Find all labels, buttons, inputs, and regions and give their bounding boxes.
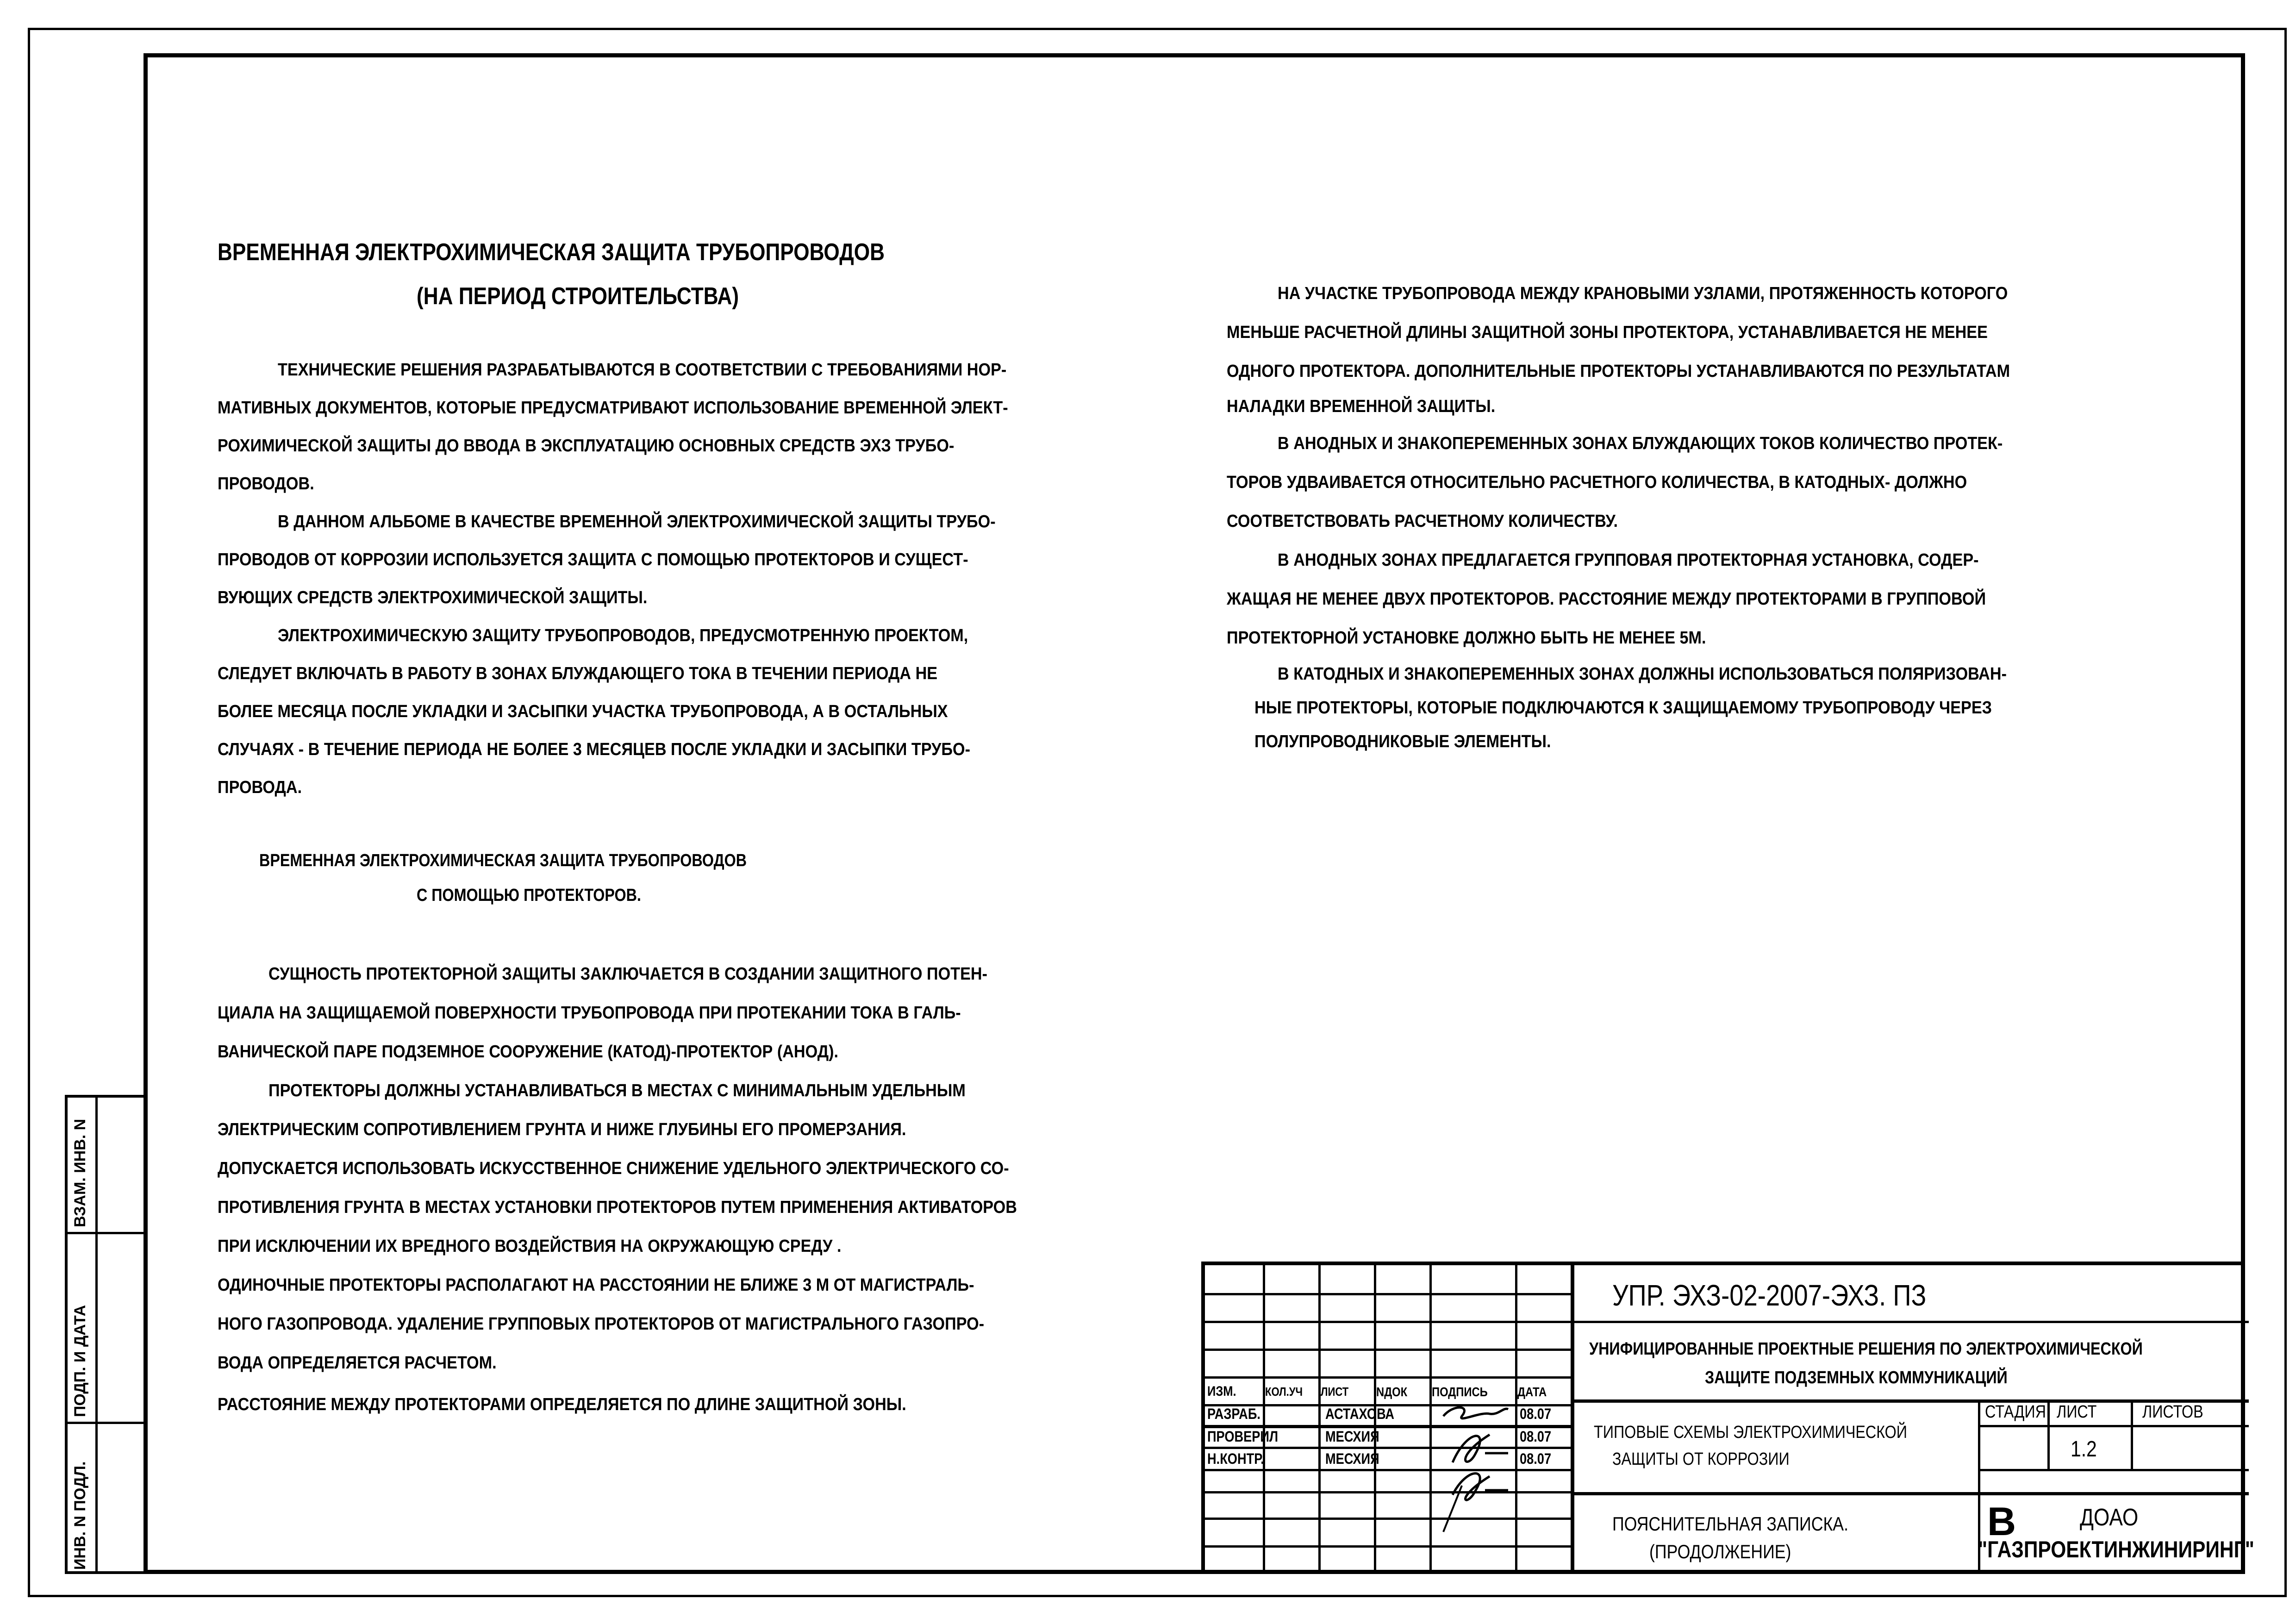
grid-line <box>1571 1321 2249 1323</box>
grid-line <box>1571 1492 2249 1495</box>
paragraph-line: ВУЮЩИХ СРЕДСТВ ЭЛЕКТРОХИМИЧЕСКОЙ ЗАЩИТЫ. <box>218 588 648 607</box>
paragraph-line: ОДИНОЧНЫЕ ПРОТЕКТОРЫ РАСПОЛАГАЮТ НА РАССТОЯНИИ НЕ БЛИЖЕ 3 М ОТ МАГИСТРАЛЬ- <box>218 1275 974 1295</box>
grid-line <box>1978 1425 2249 1427</box>
paragraph-line: СЛУЧАЯХ - В ТЕЧЕНИЕ ПЕРИОДА НЕ БОЛЕЕ 3 МЕСЯЦЕВ ПОСЛЕ УКЛАДКИ И ЗАСЫПКИ ТРУБО- <box>218 740 970 759</box>
paragraph-line: ПРОТЕКТОРЫ ДОЛЖНЫ УСТАНАВЛИВАТЬСЯ В МЕСТАХ С МИНИМАЛЬНЫМ УДЕЛЬНЫМ <box>268 1081 966 1100</box>
grid-line <box>1205 1293 1571 1295</box>
drawing-title-line2: ЗАЩИТЫ ОТ КОРРОЗИИ <box>1612 1449 1790 1469</box>
stage-header: СТАДИЯ <box>1985 1402 2046 1422</box>
project-title-line2: ЗАЩИТЕ ПОДЗЕМНЫХ КОММУНИКАЦИЙ <box>1705 1368 2008 1387</box>
row-role: ПРОВЕРИЛ <box>1207 1428 1279 1445</box>
paragraph-line: МЕНЬШЕ РАСЧЕТНОЙ ДЛИНЫ ЗАЩИТНОЙ ЗОНЫ ПРОТЕКТОРА, УСТАНАВЛИВАЕТСЯ НЕ МЕНЕЕ <box>1227 323 1988 342</box>
grid-line <box>1205 1447 1571 1449</box>
paragraph-line: РОХИМИЧЕСКОЙ ЗАЩИТЫ ДО ВВОДА В ЭКСПЛУАТАЦИЮ ОСНОВНЫХ СРЕДСТВ ЭХЗ ТРУБО- <box>218 436 955 456</box>
grid-line <box>1205 1491 1571 1493</box>
page-title-sub: (НА ПЕРИОД СТРОИТЕЛЬСТВА) <box>417 283 739 310</box>
grid-line <box>2131 1399 2133 1469</box>
paragraph-line: ДОПУСКАЕТСЯ ИСПОЛЬЗОВАТЬ ИСКУССТВЕННОЕ СНИЖЕНИЕ УДЕЛЬНОГО ЭЛЕКТРИЧЕСКОГО СО- <box>218 1159 1009 1178</box>
grid-line <box>1205 1545 1571 1548</box>
paragraph-line: БОЛЕЕ МЕСЯЦА ПОСЛЕ УКЛАДКИ И ЗАСЫПКИ УЧАСТКА ТРУБОПРОВОДА, А В ОСТАЛЬНЫХ <box>218 702 948 721</box>
row-name: МЕСХИЯ <box>1325 1428 1379 1445</box>
paragraph-line: В ДАННОМ АЛЬБОМЕ В КАЧЕСТВЕ ВРЕМЕННОЙ ЭЛЕКТРОХИМИЧЕСКОЙ ЗАЩИТЫ ТРУБО- <box>278 512 996 531</box>
grid-line <box>1205 1349 1571 1351</box>
grid-line <box>1263 1265 1265 1574</box>
paragraph-line: СУЩНОСТЬ ПРОТЕКТОРНОЙ ЗАЩИТЫ ЗАКЛЮЧАЕТСЯ В СОЗДАНИИ ЗАЩИТНОГО ПОТЕН- <box>268 964 988 984</box>
paragraph-line: НОГО ГАЗОПРОВОДА. УДАЛЕНИЕ ГРУППОВЫХ ПРОТЕКТОРОВ ОТ МАГИСТРАЛЬНОГО ГАЗОПРО- <box>218 1314 985 1334</box>
grid-line <box>1205 1469 1571 1471</box>
row-date: 08.07 <box>1520 1405 1552 1422</box>
page-title: ВРЕМЕННАЯ ЭЛЕКТРОХИМИЧЕСКАЯ ЗАЩИТА ТРУБОПРОВОДОВ <box>218 239 885 266</box>
paragraph-line: ЖАЩАЯ НЕ МЕНЕЕ ДВУХ ПРОТЕКТОРОВ. РАССТОЯНИЕ МЕЖДУ ПРОТЕКТОРАМИ В ГРУППОВОЙ <box>1227 589 1986 609</box>
grid-line <box>1205 1376 1571 1379</box>
side-stamp-label: ВЗАМ. ИНВ. N <box>71 1118 89 1227</box>
paragraph-line: ПРОВОДОВ. <box>218 474 314 493</box>
row-date: 08.07 <box>1520 1428 1552 1445</box>
grid-line <box>1515 1265 1517 1574</box>
paragraph-line: ТОРОВ УДВАИВАЕТСЯ ОТНОСИТЕЛЬНО РАСЧЕТНОГО КОЛИЧЕСТВА, В КАТОДНЫХ- ДОЛЖНО <box>1227 473 1967 492</box>
row-name: АСТАХОВА <box>1325 1405 1395 1422</box>
paragraph-line: ЭЛЕКТРОХИМИЧЕСКУЮ ЗАЩИТУ ТРУБОПРОВОДОВ, ПРЕДУСМОТРЕННУЮ ПРОЕКТОМ, <box>278 626 968 645</box>
side-stamp <box>65 1095 144 1574</box>
paragraph-line: МАТИВНЫХ ДОКУМЕНТОВ, КОТОРЫЕ ПРЕДУСМАТРИВАЮТ ИСПОЛЬЗОВАНИЕ ВРЕМЕННОЙ ЭЛЕКТ- <box>218 398 1008 418</box>
grid-line <box>1571 1265 1574 1574</box>
sheet-header: ЛИСТ <box>2057 1402 2097 1422</box>
paragraph-line: СЛЕДУЕТ ВКЛЮЧАТЬ В РАБОТУ В ЗОНАХ БЛУЖДАЮЩЕГО ТОКА В ТЕЧЕНИИ ПЕРИОДА НЕ <box>218 664 938 683</box>
section-heading-sub: С ПОМОЩЬЮ ПРОТЕКТОРОВ. <box>417 886 641 905</box>
paragraph-line: ПРОТЕКТОРНОЙ УСТАНОВКЕ ДОЛЖНО БЫТЬ НЕ МЕНЕЕ 5М. <box>1227 628 1706 648</box>
paragraph-line: НЫЕ ПРОТЕКТОРЫ, КОТОРЫЕ ПОДКЛЮЧАЮТСЯ К ЗАЩИЩАЕМОМУ ТРУБОПРОВОДУ ЧЕРЕЗ <box>1254 698 1992 718</box>
grid-line <box>1429 1265 1432 1574</box>
header-podpis: ПОДПИСЬ <box>1432 1385 1488 1399</box>
paragraph-line: В АНОДНЫХ ЗОНАХ ПРЕДЛАГАЕТСЯ ГРУППОВАЯ ПРОТЕКТОРНАЯ УСТАНОВКА, СОДЕР- <box>1278 550 1979 570</box>
drawing-title-line1: ТИПОВЫЕ СХЕМЫ ЭЛЕКТРОХИМИЧЕСКОЙ <box>1594 1423 1908 1442</box>
company-logo: В <box>1987 1499 2016 1544</box>
header-ndok: NДОК <box>1376 1385 1408 1399</box>
grid-line <box>1978 1469 2249 1471</box>
header-list: ЛИСТ <box>1321 1385 1349 1399</box>
paragraph-line: НА УЧАСТКЕ ТРУБОПРОВОДА МЕЖДУ КРАНОВЫМИ УЗЛАМИ, ПРОТЯЖЕННОСТЬ КОТОРОГО <box>1278 284 2008 303</box>
project-title-line1: УНИФИЦИРОВАННЫЕ ПРОЕКТНЫЕ РЕШЕНИЯ ПО ЭЛЕКТРОХИМИЧЕСКОЙ <box>1589 1339 2143 1359</box>
company-line1: ДОАО <box>2080 1504 2139 1531</box>
title-block <box>1201 1262 2254 1574</box>
paragraph-line: СООТВЕТСТВОВАТЬ РАСЧЕТНОМУ КОЛИЧЕСТВУ. <box>1227 512 1618 531</box>
row-role: РАЗРАБ. <box>1207 1405 1260 1422</box>
note-title-line1: ПОЯСНИТЕЛЬНАЯ ЗАПИСКА. <box>1612 1513 1849 1535</box>
sheets-header: ЛИСТОВ <box>2142 1402 2203 1422</box>
signature-image <box>1434 1402 1513 1541</box>
paragraph-line: В КАТОДНЫХ И ЗНАКОПЕРЕМЕННЫХ ЗОНАХ ДОЛЖНЫ ИСПОЛЬЗОВАТЬСЯ ПОЛЯРИЗОВАН- <box>1278 664 2007 684</box>
paragraph-line: ВОДА ОПРЕДЕЛЯЕТСЯ РАСЧЕТОМ. <box>218 1353 497 1373</box>
side-stamp-label: ИНВ. N ПОДЛ. <box>71 1461 89 1570</box>
header-kol-uch: КОЛ.УЧ <box>1265 1385 1303 1399</box>
sheet-number: 1.2 <box>2071 1437 2097 1462</box>
row-date: 08.07 <box>1520 1450 1552 1467</box>
grid-line <box>2047 1399 2050 1469</box>
paragraph-line: РАССТОЯНИЕ МЕЖДУ ПРОТЕКТОРАМИ ОПРЕДЕЛЯЕТСЯ ПО ДЛИНЕ ЗАЩИТНОЙ ЗОНЫ. <box>218 1395 906 1414</box>
header-data: ДАТА <box>1517 1385 1547 1399</box>
paragraph-line: ПРОВОДОВ ОТ КОРРОЗИИ ИСПОЛЬЗУЕТСЯ ЗАЩИТА С ПОМОЩЬЮ ПРОТЕКТОРОВ И СУЩЕСТ- <box>218 550 968 569</box>
paragraph-line: ОДНОГО ПРОТЕКТОРА. ДОПОЛНИТЕЛЬНЫЕ ПРОТЕКТОРЫ УСТАНАВЛИВАЮТСЯ ПО РЕЗУЛЬТАТАМ <box>1227 362 2010 381</box>
side-stamp-divider <box>68 1422 146 1424</box>
doc-code: УПР. ЭХЗ-02-2007-ЭХЗ. ПЗ <box>1612 1279 1927 1312</box>
side-stamp-label: ПОДП. И ДАТА <box>71 1305 89 1417</box>
paragraph-line: ПРОТИВЛЕНИЯ ГРУНТА В МЕСТАХ УСТАНОВКИ ПРОТЕКТОРОВ ПУТЕМ ПРИМЕНЕНИЯ АКТИВАТОРОВ <box>218 1198 1017 1217</box>
paragraph-line: ВАНИЧЕСКОЙ ПАРЕ ПОДЗЕМНОЕ СООРУЖЕНИЕ (КАТОД)-ПРОТЕКТОР (АНОД). <box>218 1042 839 1062</box>
paragraph-line: ЭЛЕКТРИЧЕСКИМ СОПРОТИВЛЕНИЕМ ГРУНТА И НИЖЕ ГЛУБИНЫ ЕГО ПРОМЕРЗАНИЯ. <box>218 1120 906 1139</box>
paragraph-line: ТЕХНИЧЕСКИЕ РЕШЕНИЯ РАЗРАБАТЫВАЮТСЯ В СООТВЕТСТВИИ С ТРЕБОВАНИЯМИ НОР- <box>278 360 1007 380</box>
grid-line <box>1205 1321 1571 1323</box>
row-name: МЕСХИЯ <box>1325 1450 1379 1467</box>
row-role: Н.КОНТР. <box>1207 1450 1264 1467</box>
grid-line <box>1205 1425 1571 1428</box>
company-line2: "ГАЗПРОЕКТИНЖИНИРИНГ" <box>1978 1537 2254 1562</box>
paragraph-line: ЦИАЛА НА ЗАЩИЩАЕМОЙ ПОВЕРХНОСТИ ТРУБОПРОВОДА ПРИ ПРОТЕКАНИИ ТОКА В ГАЛЬ- <box>218 1003 961 1023</box>
paragraph-line: В АНОДНЫХ И ЗНАКОПЕРЕМЕННЫХ ЗОНАХ БЛУЖДАЮЩИХ ТОКОВ КОЛИЧЕСТВО ПРОТЕК- <box>1278 434 2003 453</box>
grid-line <box>1318 1265 1321 1574</box>
paragraph-line: ПРОВОДА. <box>218 778 302 797</box>
header-izm: ИЗМ. <box>1207 1384 1236 1399</box>
section-heading: ВРЕМЕННАЯ ЭЛЕКТРОХИМИЧЕСКАЯ ЗАЩИТА ТРУБОПРОВОДОВ <box>259 851 747 870</box>
paragraph-line: ПРИ ИСКЛЮЧЕНИИ ИХ ВРЕДНОГО ВОЗДЕЙСТВИЯ НА ОКРУЖАЮЩУЮ СРЕДУ . <box>218 1237 842 1256</box>
side-stamp-divider <box>95 1098 98 1571</box>
paragraph-line: ПОЛУПРОВОДНИКОВЫЕ ЭЛЕМЕНТЫ. <box>1254 732 1551 751</box>
note-title-line2: (ПРОДОЛЖЕНИЕ) <box>1649 1541 1791 1562</box>
grid-line <box>1205 1518 1571 1520</box>
paragraph-line: НАЛАДКИ ВРЕМЕННОЙ ЗАЩИТЫ. <box>1227 397 1496 416</box>
side-stamp-divider <box>68 1232 146 1234</box>
